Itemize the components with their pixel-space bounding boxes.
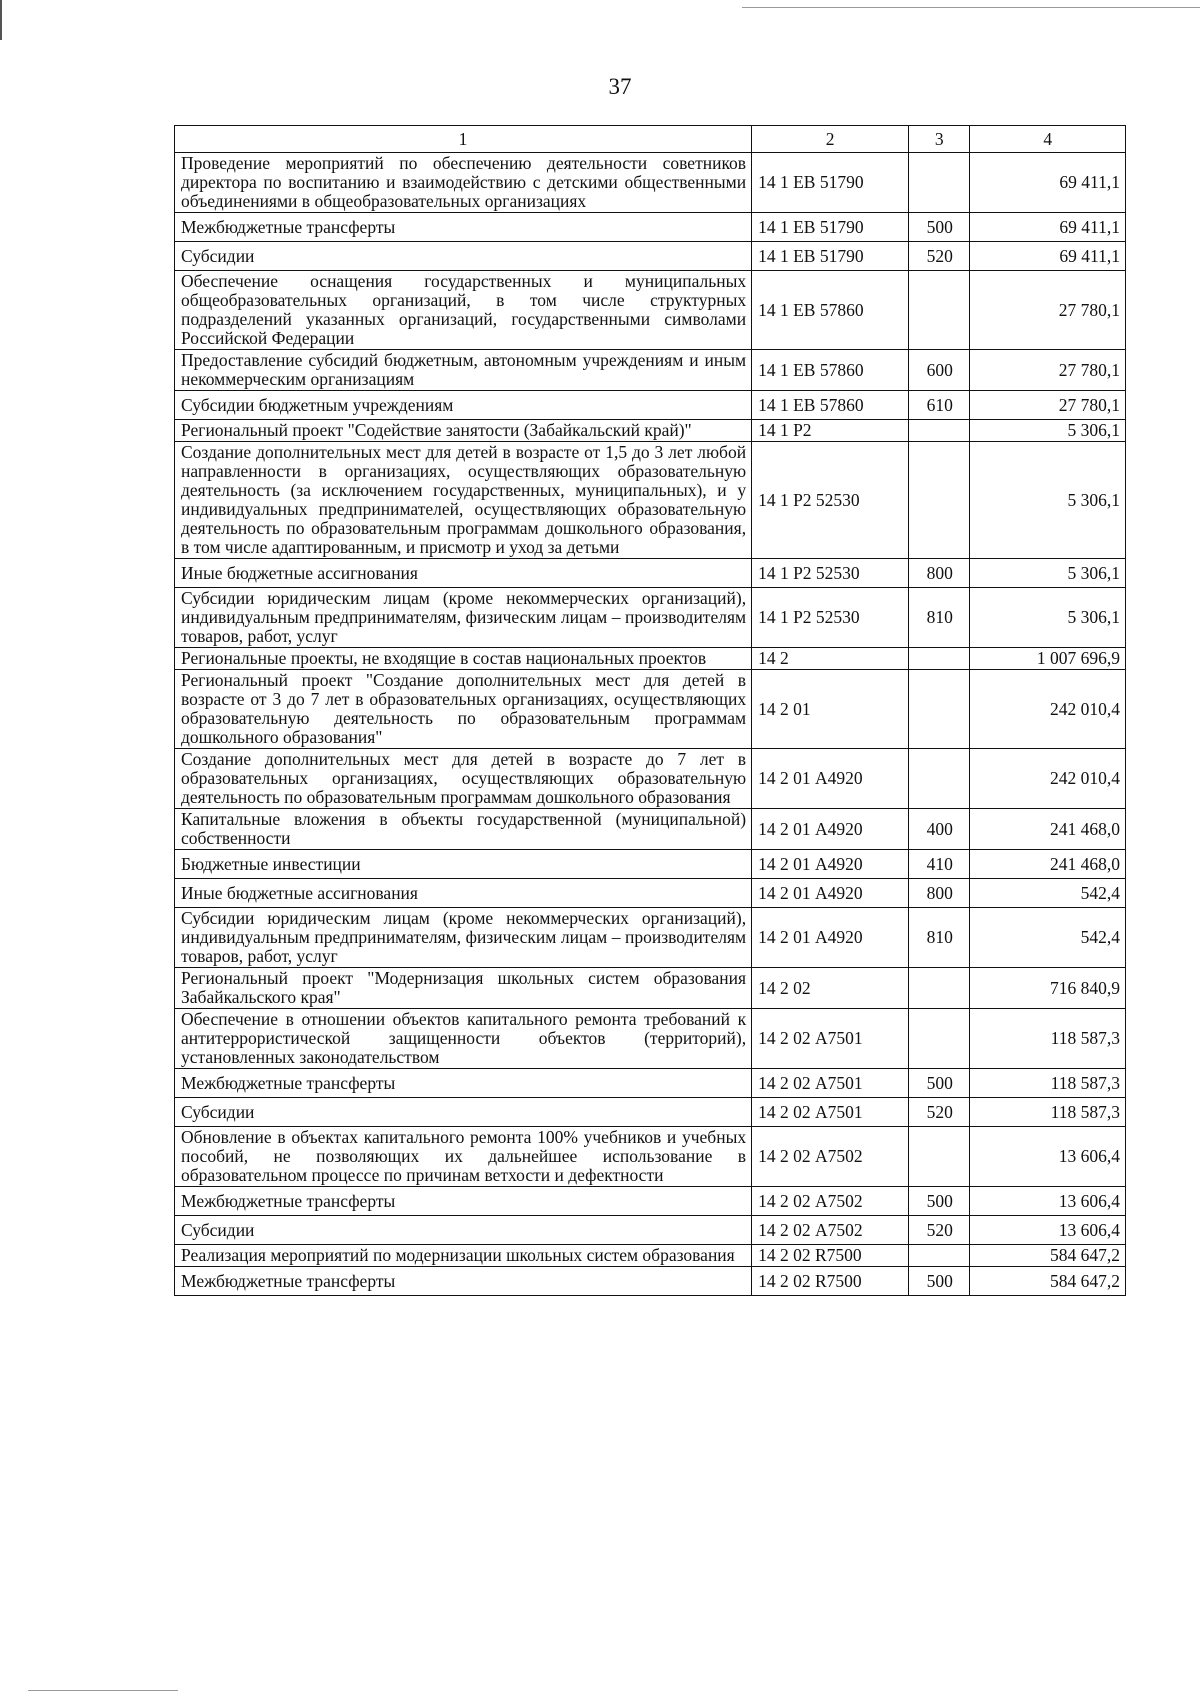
cell-amount: 5 306,1 [970,588,1126,648]
scan-border-line-bottom [28,1690,178,1691]
cell-code: 14 2 02 А7502 [752,1127,909,1187]
table-row [175,1245,1126,1267]
table-row [175,1216,1126,1245]
table-row [175,213,1126,242]
cell-name: Капитальные вложения в объекты государственной (муниципальной) собственности [175,809,752,850]
cell-amount: 241 468,0 [970,809,1126,850]
cell-code: 14 2 02 R7500 [752,1267,909,1296]
cell-code: 14 2 01 А4920 [752,879,909,908]
cell-type: 810 [909,588,970,648]
cell-code: 14 1 ЕВ 51790 [752,213,909,242]
cell-type [909,648,970,670]
table-row [175,588,1126,648]
cell-code: 14 1 Р2 52530 [752,559,909,588]
cell-name: Региональные проекты, не входящие в состав национальных проектов [175,648,752,670]
cell-type: 800 [909,559,970,588]
table-row [175,1069,1126,1098]
cell-amount: 242 010,4 [970,670,1126,749]
cell-name: Проведение мероприятий по обеспечению деятельности советников директора по воспитанию и взаимодействию с детскими общественными объединениями в общеобразовательных организациях [175,153,752,213]
cell-code: 14 2 01 А4920 [752,850,909,879]
cell-code: 14 2 [752,648,909,670]
cell-name: Обеспечение оснащения государственных и муниципальных общеобразовательных организаций, в том числе структурных подразделений указанных организаций, государственными символами Российской Федерации [175,271,752,350]
cell-name: Межбюджетные трансферты [175,1187,752,1216]
cell-name: Иные бюджетные ассигнования [175,559,752,588]
page-number: 37 [608,74,632,99]
cell-amount: 716 840,9 [970,968,1126,1009]
cell-name: Субсидии [175,242,752,271]
cell-type [909,271,970,350]
cell-type: 810 [909,908,970,968]
table-body [175,153,1126,1296]
cell-code: 14 2 02 А7501 [752,1098,909,1127]
cell-type: 610 [909,391,970,420]
cell-amount: 5 306,1 [970,442,1126,559]
cell-code: 14 2 01 А4920 [752,749,909,809]
cell-amount: 13 606,4 [970,1216,1126,1245]
table-row [175,242,1126,271]
cell-name: Региональный проект "Создание дополнительных мест для детей в возрасте от 3 до 7 лет в образовательных организациях, осуществляющих образовательную деятельность по образовательным программам дошкольного образования" [175,670,752,749]
cell-code: 14 2 02 А7501 [752,1069,909,1098]
cell-name: Реализация мероприятий по модернизации школьных систем образования [175,1245,752,1267]
cell-name: Субсидии юридическим лицам (кроме некоммерческих организаций), индивидуальным предпринимателям, физическим лицам – производителям товаров, работ, услуг [175,908,752,968]
cell-type [909,749,970,809]
cell-type [909,968,970,1009]
cell-amount: 542,4 [970,879,1126,908]
cell-code: 14 2 02 А7502 [752,1216,909,1245]
cell-amount: 1 007 696,9 [970,648,1126,670]
table-row [175,350,1126,391]
cell-name: Создание дополнительных мест для детей в возрасте до 7 лет в образовательных организациях, осуществляющих образовательную деятельность по образовательным программам дошкольного образования [175,749,752,809]
cell-code: 14 1 ЕВ 57860 [752,391,909,420]
cell-type: 410 [909,850,970,879]
column-header-code: 2 [752,126,909,153]
table-row [175,670,1126,749]
cell-name: Обновление в объектах капитального ремонта 100% учебников и учебных пособий, не позволяющих их дальнейшее использование в образовательном процессе по причинам ветхости и дефектности [175,1127,752,1187]
budget-table [174,125,1126,1296]
scan-border-line-top [742,7,1200,8]
cell-type: 520 [909,1216,970,1245]
table-header-row [175,126,1126,153]
column-header-name: 1 [175,126,752,153]
cell-amount: 27 780,1 [970,391,1126,420]
cell-type [909,1245,970,1267]
cell-type: 520 [909,242,970,271]
cell-code: 14 1 ЕВ 57860 [752,350,909,391]
table-row [175,648,1126,670]
cell-name: Создание дополнительных мест для детей в возрасте от 1,5 до 3 лет любой направленности в организациях, осуществляющих образовательную деятельность (за исключением государственных, муниципальных), и у индивидуальных предпринимателей, осуществляющих образовательную деятельность по образовательным программам дошкольного образования, в том числе адаптированным, и присмотр и уход за детьми [175,442,752,559]
cell-type [909,442,970,559]
cell-name: Иные бюджетные ассигнования [175,879,752,908]
cell-amount: 27 780,1 [970,271,1126,350]
cell-code: 14 2 02 [752,968,909,1009]
cell-code: 14 1 ЕВ 57860 [752,271,909,350]
cell-name: Субсидии [175,1216,752,1245]
cell-code: 14 2 02 А7501 [752,1009,909,1069]
column-header-amount: 4 [970,126,1126,153]
cell-amount: 69 411,1 [970,153,1126,213]
cell-type: 500 [909,1187,970,1216]
table-row [175,1187,1126,1216]
cell-name: Субсидии [175,1098,752,1127]
cell-type [909,153,970,213]
cell-amount: 5 306,1 [970,559,1126,588]
cell-name: Межбюджетные трансферты [175,213,752,242]
scan-edge-mark [0,0,2,40]
cell-name: Обеспечение в отношении объектов капитального ремонта требований к антитеррористической защищенности объектов (территорий), установленных законодательством [175,1009,752,1069]
table-row [175,749,1126,809]
cell-type: 800 [909,879,970,908]
cell-code: 14 1 Р2 [752,420,909,442]
cell-name: Предоставление субсидий бюджетным, автономным учреждениям и иным некоммерческим организациям [175,350,752,391]
table-row [175,1098,1126,1127]
cell-type: 500 [909,1267,970,1296]
cell-amount: 69 411,1 [970,242,1126,271]
cell-type [909,1009,970,1069]
table-row [175,420,1126,442]
cell-code: 14 2 01 А4920 [752,809,909,850]
cell-name: Субсидии юридическим лицам (кроме некоммерческих организаций), индивидуальным предпринимателям, физическим лицам – производителям товаров, работ, услуг [175,588,752,648]
table-row [175,271,1126,350]
table-row [175,442,1126,559]
cell-type [909,420,970,442]
table-row [175,1009,1126,1069]
cell-amount: 118 587,3 [970,1098,1126,1127]
cell-code: 14 2 01 [752,670,909,749]
cell-code: 14 1 Р2 52530 [752,442,909,559]
cell-code: 14 2 02 R7500 [752,1245,909,1267]
table-row [175,850,1126,879]
table-row [175,153,1126,213]
table-row [175,1127,1126,1187]
cell-type: 500 [909,1069,970,1098]
cell-amount: 118 587,3 [970,1069,1126,1098]
table-row [175,809,1126,850]
column-header-type: 3 [909,126,970,153]
cell-amount: 242 010,4 [970,749,1126,809]
cell-amount: 542,4 [970,908,1126,968]
cell-amount: 5 306,1 [970,420,1126,442]
cell-type: 500 [909,213,970,242]
cell-name: Бюджетные инвестиции [175,850,752,879]
table-row [175,391,1126,420]
cell-name: Межбюджетные трансферты [175,1069,752,1098]
cell-code: 14 1 Р2 52530 [752,588,909,648]
cell-type: 400 [909,809,970,850]
cell-amount: 69 411,1 [970,213,1126,242]
cell-name: Субсидии бюджетным учреждениям [175,391,752,420]
cell-type [909,670,970,749]
cell-amount: 584 647,2 [970,1245,1126,1267]
cell-amount: 13 606,4 [970,1127,1126,1187]
cell-amount: 584 647,2 [970,1267,1126,1296]
cell-name: Межбюджетные трансферты [175,1267,752,1296]
cell-amount: 118 587,3 [970,1009,1126,1069]
table-row [175,908,1126,968]
table-row [175,559,1126,588]
cell-type: 600 [909,350,970,391]
cell-type [909,1127,970,1187]
table-row [175,1267,1126,1296]
cell-code: 14 1 ЕВ 51790 [752,153,909,213]
cell-code: 14 1 ЕВ 51790 [752,242,909,271]
cell-code: 14 2 02 А7502 [752,1187,909,1216]
cell-name: Региональный проект "Модернизация школьных систем образования Забайкальского края" [175,968,752,1009]
cell-code: 14 2 01 А4920 [752,908,909,968]
cell-name: Региональный проект "Содействие занятости (Забайкальский край)" [175,420,752,442]
cell-type: 520 [909,1098,970,1127]
cell-amount: 27 780,1 [970,350,1126,391]
cell-amount: 13 606,4 [970,1187,1126,1216]
table-row [175,968,1126,1009]
cell-amount: 241 468,0 [970,850,1126,879]
table-row [175,879,1126,908]
